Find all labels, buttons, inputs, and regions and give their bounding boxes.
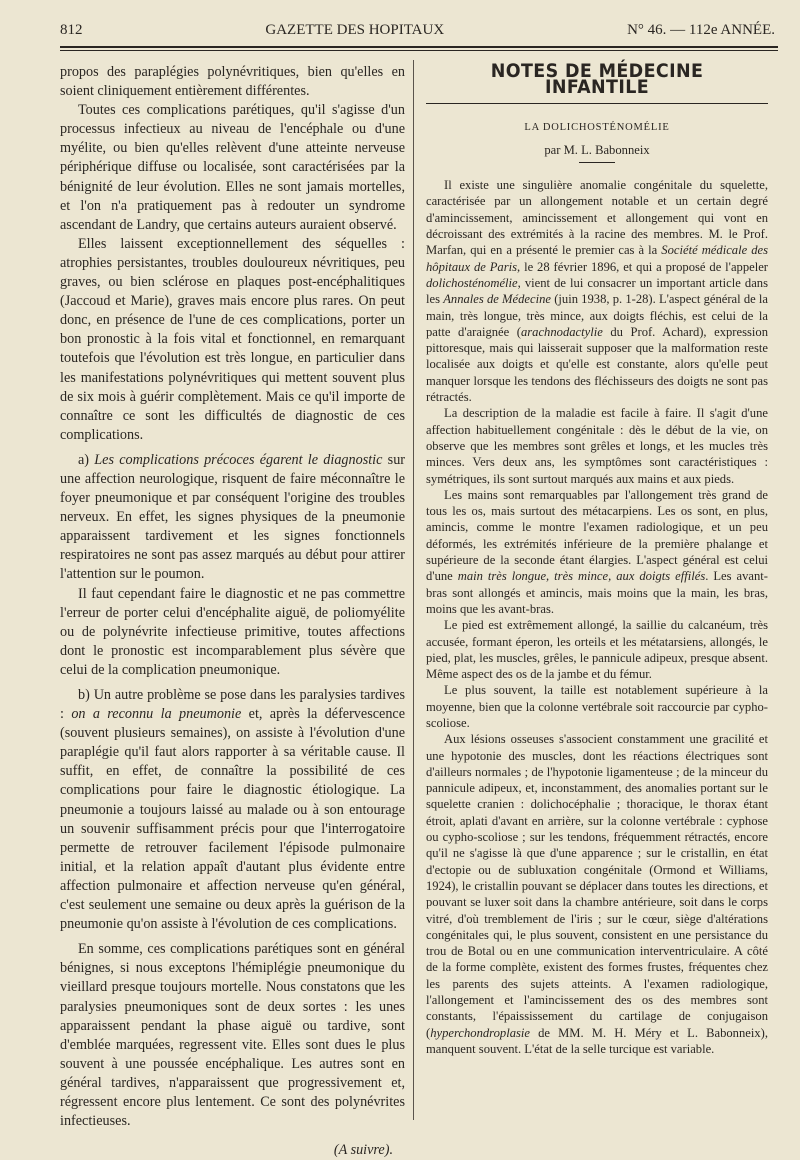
issue-number: N° 46. — 112e ANNÉE. (627, 22, 775, 38)
paragraph: Le plus souvent, la taille est notablement supérieure à la moyenne, bien que la colonne vertébrale soit raccourcie par cypho-scoliose. (426, 683, 768, 730)
page-number: 812 (60, 22, 83, 38)
paragraph-text: et, après la défervescence (souvent plusieurs semaines), on assiste à l'évolution d'une paraplégie qu'il faut alors rapporter à sa véritable cause. Il suffit, en effet, de connaître la possibilité de ces complications pour faire le diagnostic étiologique. La pneumonie a toujours laissé au malade ou à son entourage un souvenir suffisamment précis pour que l'interrogatoire permette de retrouver facilement l'épisode pulmonaire initial, et la relation appaît d'autant plus évidente entre affection pulmonaire et affection nerveuse qu'en général, c'est seulement une semaine ou deux après la guérison de la pneumonie qu'on assiste à l'évolution de ces complications. (60, 706, 406, 933)
paragraph-text: de MM. M. H. Méry et L. Babonneix), manquent souvent. L'état de la selle turcique est variable. (426, 1025, 768, 1056)
header-rule-thin (60, 50, 778, 51)
italic-text: arachnodactylie (520, 324, 603, 339)
paragraph: Toutes ces complications parétiques, qu'il s'agisse d'un processus infectieux au niveau de l'encéphale ou d'une myélite, ou bien qu'elles relèvent d'une atteinte nerveuse périphérique diffuse ou localisée, sont caractérisées par la bénignité de leur évolution. Elles ne sont jamais mortelles, et l'on n'a pratiquement pas à redouter un syndrome ascendant de Landry, que certains auteurs auraient observé. (60, 102, 405, 233)
italic-text: dolichosténomélie (426, 275, 518, 290)
paragraph-b (60, 686, 405, 934)
italic-text: hyperchondroplasie (430, 1025, 530, 1040)
page-header (60, 22, 775, 46)
right-column (426, 60, 769, 1057)
italic-text: Annales de Médecine (443, 292, 551, 307)
paragraph-text: Aux lésions osseuses s'associent constamment une gracilité et une hypotonie des muscles, dont les réactions électriques sont d'ailleurs normales ; de l'hypotonie ligamenteuse ; de la minceur du pannicule adipeux, et, inconstamment, des anomalies portant sur le squelette cranien : dolichocéphalie ; thoracique, le thorax étant étroit, aplati d'avant en arrière, sur la colonne vertébrale : cyphose ou cypho-scoliose ; sur les tendons, fréquemment rétractés, encore qu'il ne s'agisse là que d'une apparence ; sur le cristallin, en état d'ectopie ou de subluxation congénitale (Ormond et Williams, 1924), le cristallin pouvant se déplacer dans toutes les directions, et pouvant se luxer soit dans la chambre antérieure, soit dans le corps vitré, d'où tremblement de l'iris ; sur le cœur, siège d'altérations congénitales qui, le plus souvent, consistent en une persistance du trou de Botal ou en une communication interventriculaire. A côté de la forme complète, existent des formes frustes, fréquentes chez les parents des sujets atteints. A l'examen radiologique, l'allongement et l'amincissement des os des membres sont constants, l'épaississement du cartilage de conjugaison ( (426, 732, 768, 1040)
column-divider (413, 60, 414, 1120)
paragraph-text: (juin 1938, p. 1-28). L'aspect général de la main, très longue, très mince, aux doigts fléchis, est celui de la patte d'araignée ( (426, 292, 769, 339)
section-title-rule (426, 103, 768, 104)
paragraph-text: , vient de lui consacrer un important article dans les (426, 275, 768, 307)
paragraph: Il faut cependant faire le diagnostic et ne pas commettre l'erreur de porter celui d'encéphalite aiguë, de poliomyélite ou de polynévrite infectieuse primitive, toutes affections dont le pronostic est incomparablement plus sévère que celui de la complication pneumonique. (60, 585, 405, 678)
italic-text: Les complications précoces égarent le diagnostic (94, 451, 383, 468)
paragraph-text: Les mains sont remarquables par l'allongement très grand de tous les os, mais surtout des métacarpiens. Les os sont, en plus, amincis, comme le montre l'examen radiologique, et un peu déformés, les extrémités inférieure de la première phalange et supérieure de la seconde étant élargies. L'aspect général est celui d'une (426, 487, 768, 584)
item-label: b) (78, 687, 90, 703)
italic-text: Société médicale des hôpitaux de Paris (426, 243, 769, 274)
section-title: NOTES DE MÉDECINE INFANTILE (490, 60, 704, 99)
journal-name: GAZETTE DES HOPITAUX (265, 22, 445, 38)
paragraph: propos des paraplégies polynévritiques, bien qu'elles en soient cliniquement entièrement différentes. (60, 64, 405, 100)
paragraph (426, 177, 768, 405)
paragraph: Le pied est extrêmement allongé, la saillie du calcanéum, très accusée, formant éperon, les orteils et les métatarsiens, allongés, le pied, plat, les muscles, grêles, le pannicule adipeux, presque absent. Même aspect des os de la jambe et du fémur. (426, 618, 768, 682)
italic-text: main très longue, très mince, aux doigts effilés (457, 569, 706, 584)
paragraph (426, 731, 768, 1057)
article-author: par M. L. Babonneix (544, 142, 650, 157)
paragraph: Elles laissent exceptionnellement des séquelles : atrophies persistantes, troubles douloureux névritiques, peu graves, ou bien sclérose en plaques post-encéphalitiques (Jaccoud et Marie), graves mais encore plus rares. On peut donc, en présence de l'une de ces complications, porter un bon pronostic à la fois vital et fonctionnel, en remarquant toutefois que l'évolution est très longue, en particulier dans les manifestations polynévritiques qui mettent souvent plus de six mois à guérir complètement. Mais ce qu'il importe de connaître ce sont les difficultés de diagnostic de ces complications. (60, 235, 405, 443)
paragraph-text: du Prof. Achard), expression pittoresque, mais qui laisserait supposer que la malformation reste localisée aux doigts et qu'elle est constante, alors qu'elle peut manquer lorsque les tendons des fléchisseurs des doigts ne sont pas rétractés. (426, 324, 768, 405)
short-rule (579, 162, 615, 163)
paragraph: La description de la maladie est facile à faire. Il s'agit d'une affection habituellement congénitale : dès le début de la vie, on observe que les membres sont grêles et longs, et les mucles très minces. Vers deux ans, les symptômes sont caractéristiques : symétriques, ils sont surtout marqués aux mains et aux pieds. (426, 406, 768, 486)
header-rule-thick (60, 46, 778, 48)
paragraph-text: Il existe une singulière anomalie congénitale du squelette, caractérisée par un allongement notable et un certain degré d'amincissement, amincissement et allongement qui vont en décroissant des extrémités à la racine des membres. M. le Prof. Marfan, qui en a présenté le premier cas à la (426, 178, 768, 258)
paragraph: En somme, ces complications parétiques sont en général bénignes, si nous exceptons l'hémiplégie pneumonique du vieillard presque toujours mortelle. Nous constatons que les paralysies pneumoniques sont de deux sortes : les unes apparaissent pendant la phase aiguë ou tardive, sont d'emblée marquées, regressent vite. Elles sont dues le plus souvent à une poussée encéphalique. Les autres sont en général tardives, n'apparaissent que progressivement et, régressent encore plus lentement. Ce sont des polynévrites infectieuses. (60, 941, 405, 1130)
paragraph-text: Un autre problème se pose dans les paralysies tardives : (60, 687, 405, 723)
article-title: LA DOLICHOSTÉNOMÉLIE (524, 121, 670, 133)
italic-text: on a reconnu la pneumonie (71, 706, 242, 723)
paragraph-text: , le 28 février 1896, et qui a proposé de l'appeler (517, 259, 769, 274)
paragraph-a (60, 451, 405, 585)
left-column (60, 63, 405, 1160)
paragraph-text: sur une affection neurologique, risquent de faire méconnaître le foyer pneumonique et par conséquent l'origine des troubles nerveux. En effet, les signes physiques de la pneumonie apparaissent tardivement et les signes fonctionnels respiratoires ne sont pas assez marqués au début pour attirer l'attention sur le poumon. (60, 451, 406, 583)
item-label: a) (78, 451, 90, 468)
to-be-continued: (A suivre). (333, 1142, 393, 1159)
paragraph-text: . Les avant-bras sont allongés et amincis, mais moins que la main, les bras, moins que les avant-bras. (426, 569, 768, 616)
paragraph (426, 487, 768, 617)
